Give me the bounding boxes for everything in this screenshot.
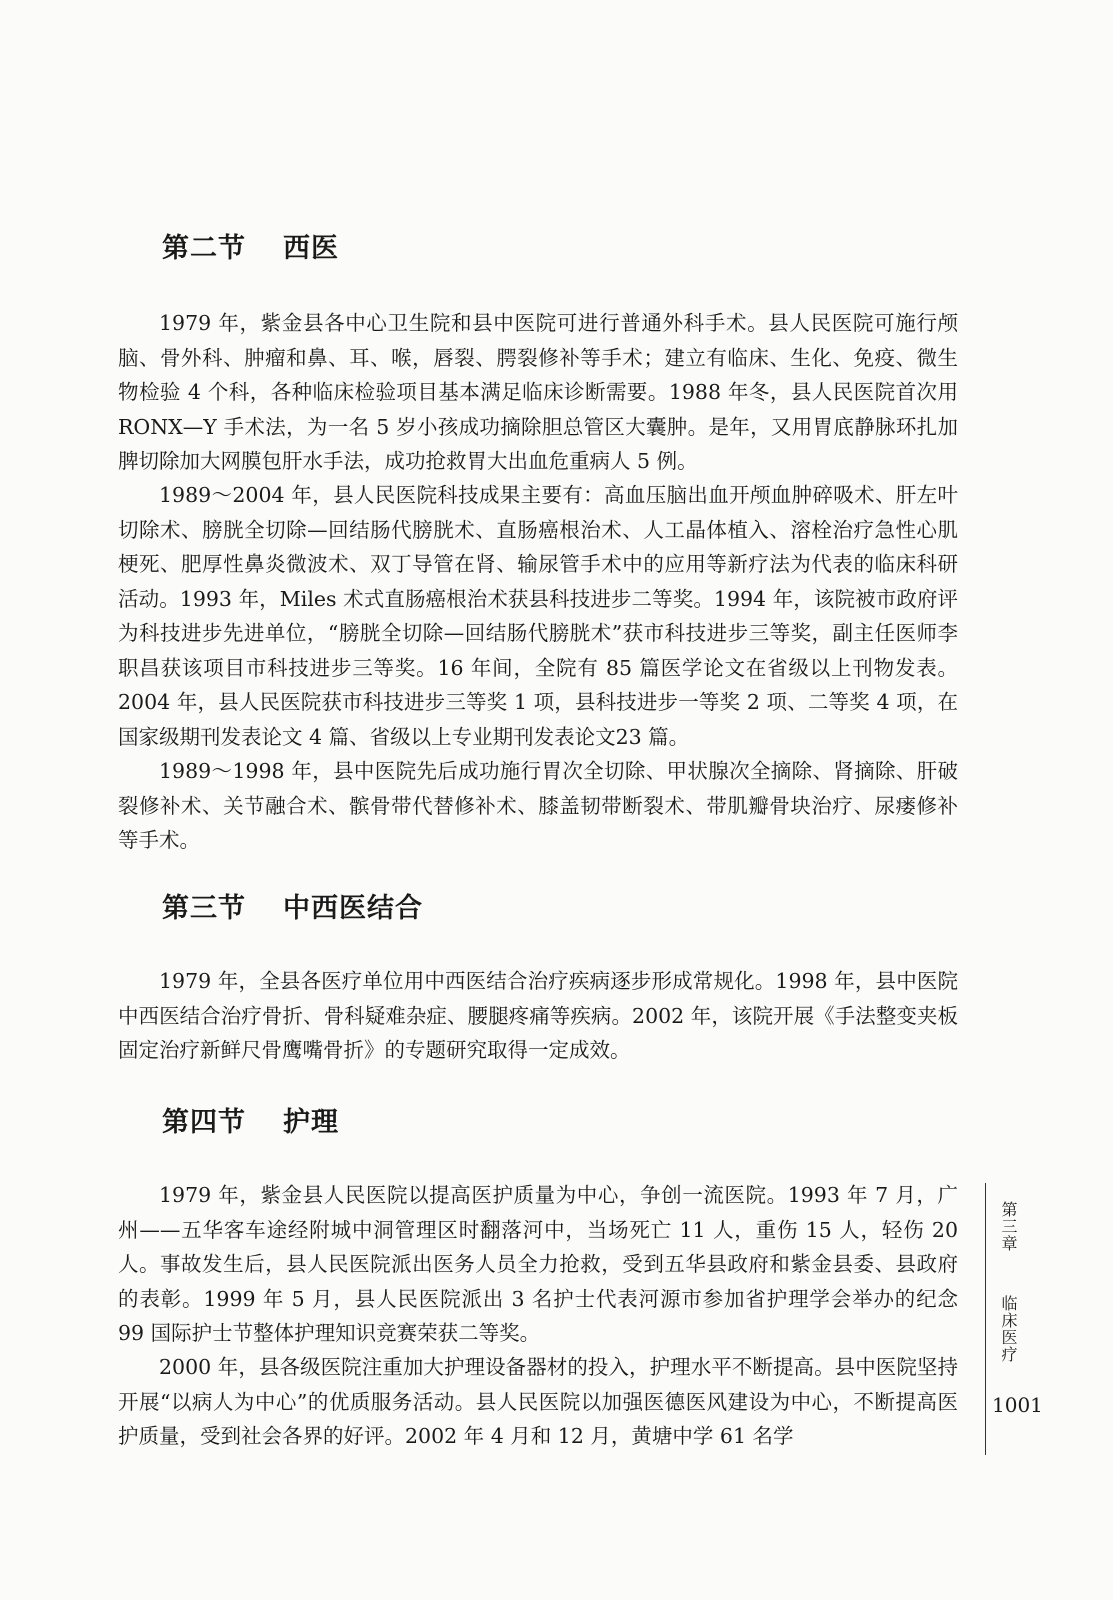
paragraph: 1989～2004 年，县人民医院科技成果主要有：高血压脑出血开颅血肿碎吸术、肝左叶切除术、膀胱全切除—回结肠代膀胱术、直肠癌根治术、人工晶体植入、溶栓治疗急性心肌梗死、肥厚性鼻炎微波术、双丁导管在肾、输尿管手术中的应用等新疗法为代表的临床科研活动。1993 年，Miles 术式直肠癌根治术获县科技进步二等奖。1994 年，该院被市政府评为科技进步先进单位，“膀胱全切除—回结肠代膀胱术”获市科技进步三等奖，副主任医师李职昌获该项目市科技进步三等奖。16 年间，全院有 85 篇医学论文在省级以上刊物发表。2004 年，县人民医院获市科技进步三等奖 1 项，县科技进步一等奖 2 项、二等奖 4 项，在国家级期刊发表论文 4 篇、省级以上专业期刊发表论文23 篇。: [118, 483, 958, 749]
paragraph: 1979 年，全县各医疗单位用中西医结合治疗疾病逐步形成常规化。1998 年，县中医院中西医结合治疗骨折、骨科疑难杂症、腰腿疼痛等疾病。2002 年，该院开展《手法整变夹板固定治疗新鲜尺骨鹰嘴骨折》的专题研究取得一定成效。: [118, 969, 958, 1062]
section-heading-nursing: [162, 1100, 339, 1139]
section-title: 中西医结合: [283, 893, 423, 924]
margin-rule: [985, 1183, 986, 1455]
section-number: 第四节: [162, 1107, 246, 1138]
section-heading-integrated-medicine: [162, 886, 423, 925]
section-heading-west-medicine: [162, 226, 339, 265]
section-number: 第三节: [162, 893, 246, 924]
section-title: 西医: [283, 233, 339, 264]
section-number: 第二节: [162, 233, 246, 264]
page-number: 1001: [992, 1393, 1043, 1417]
section-title: 护理: [283, 1107, 339, 1138]
margin-tab: [985, 1183, 1045, 1503]
paragraph: 1989～1998 年，县中医院先后成功施行胃次全切除、甲状腺次全摘除、肾摘除、肝破裂修补术、关节融合术、髌骨带代替修补术、膝盖韧带断裂术、带肌瓣骨块治疗、尿瘘修补等手术。: [118, 759, 958, 852]
paragraph: 1979 年，紫金县人民医院以提高医护质量为中心，争创一流医院。1993 年 7 月，广州——五华客车途经附城中洞管理区时翻落河中，当场死亡 11 人，重伤 15 人，轻伤 20 人。事故发生后，县人民医院派出医务人员全力抢救，受到五华县政府和紫金县委、县政府的表彰。1999 年 5 月，县人民医院派出 3 名护士代表河源市参加省护理学会举办的纪念 99 国际护士节整体护理知识竞赛荣获二等奖。: [118, 1183, 958, 1345]
chapter-label: 第三章: [999, 1201, 1018, 1252]
chapter-topic: 临床医疗: [999, 1295, 1018, 1363]
paragraph: 2000 年，县各级医院注重加大护理设备器材的投入，护理水平不断提高。县中医院坚持开展“以病人为中心”的优质服务活动。县人民医院以加强医德医风建设为中心，不断提高医护质量，受到社会各界的好评。2002 年 4 月和 12 月，黄塘中学 61 名学: [118, 1355, 958, 1448]
paragraph: 1979 年，紫金县各中心卫生院和县中医院可进行普通外科手术。县人民医院可施行颅脑、骨外科、肿瘤和鼻、耳、喉，唇裂、腭裂修补等手术；建立有临床、生化、免疫、微生物检验 4 个科，各种临床检验项目基本满足临床诊断需要。1988 年冬，县人民医院首次用 RONX—Y 手术法，为一名 5 岁小孩成功摘除胆总管区大囊肿。是年，又用胃底静脉环扎加脾切除加大网膜包肝水手法，成功抢救胃大出血危重病人 5 例。: [118, 311, 958, 473]
